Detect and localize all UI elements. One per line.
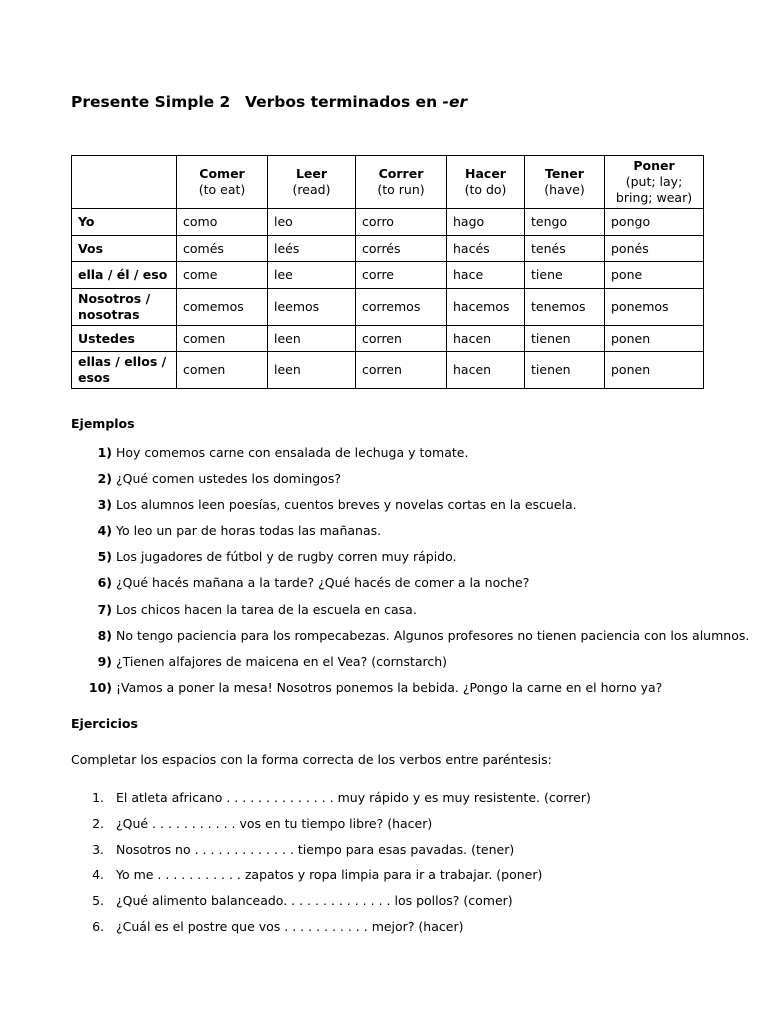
table-cell: tengo (525, 209, 605, 236)
table-header-cell: Hacer (to do) (447, 156, 525, 209)
table-header-row (72, 156, 704, 209)
table-cell: hacen (447, 352, 525, 389)
exercises-instruction: Completar los espacios con la forma correcta de los verbos entre paréntesis: (71, 752, 552, 767)
table-cell: comemos (177, 289, 268, 326)
item-number: 5. (92, 893, 104, 909)
table-cell: corrés (356, 236, 447, 262)
item-text: Yo me . . . . . . . . . . . zapatos y ropa limpia para ir a trabajar. (poner) (116, 867, 543, 883)
item-text: ¿Qué hacés mañana a la tarde? ¿Qué hacés de comer a la noche? (116, 575, 530, 591)
table-row (72, 236, 704, 262)
item-number: 2) (97, 471, 112, 487)
exercises-heading: Ejercicios (71, 716, 138, 731)
item-text: El atleta africano . . . . . . . . . . . . . . muy rápido y es muy resistente. (correr) (116, 790, 591, 805)
item-number: 4) (97, 523, 112, 539)
table-cell: hago (447, 209, 525, 236)
table-cell: come (177, 262, 268, 289)
item-text: ¿Qué comen ustedes los domingos? (116, 471, 341, 487)
table-cell: ponen (605, 326, 704, 352)
table-cell: hacen (447, 326, 525, 352)
item-text: ¿Qué alimento balanceado. . . . . . . . . . . . . . los pollos? (comer) (116, 893, 513, 909)
item-number: 7) (97, 601, 112, 617)
table-cell: pongo (605, 209, 704, 236)
table-cell: corren (356, 326, 447, 352)
row-subject: Vos (72, 236, 177, 262)
item-number: 9) (97, 653, 112, 669)
table-cell: ponemos (605, 289, 704, 326)
table-cell: tenemos (525, 289, 605, 326)
table-cell: leen (268, 326, 356, 352)
row-subject: ellas / ellos / esos (72, 352, 177, 389)
title-main: Presente Simple 2 (71, 93, 231, 111)
table-cell: hacemos (447, 289, 525, 326)
table-header-cell: Leer (read) (268, 156, 356, 209)
item-text: No tengo paciencia para los rompecabezas. Algunos profesores no tienen paciencia con los alumnos. (116, 627, 750, 643)
row-subject: Nosotros / nosotras (72, 289, 177, 326)
row-subject: ella / él / eso (72, 262, 177, 289)
table-header-cell: Poner (put; lay; bring; wear) (605, 156, 704, 209)
table-cell: pone (605, 262, 704, 289)
item-text: ¿Cuál es el postre que vos . . . . . . . . . . . mejor? (hacer) (116, 918, 464, 934)
table-row (72, 262, 704, 289)
item-text: ¡Vamos a poner la mesa! Nosotros ponemos la bebida. ¿Pongo la carne en el horno ya? (116, 679, 663, 695)
item-number: 5) (97, 549, 112, 565)
item-text: ¿Qué . . . . . . . . . . . vos en tu tiempo libre? (hacer) (116, 815, 433, 831)
table-header-cell: Comer (to eat) (177, 156, 268, 209)
item-text: ¿Tienen alfajores de maicena en el Vea? (cornstarch) (116, 653, 448, 669)
table-cell: corren (356, 352, 447, 389)
table-cell: leemos (268, 289, 356, 326)
item-number: 8) (97, 627, 112, 643)
item-number: 1. (92, 790, 104, 805)
table-corner-cell (72, 156, 177, 209)
item-number: 6) (97, 575, 112, 591)
table-cell: ponés (605, 236, 704, 262)
item-number: 6. (92, 918, 104, 934)
title-subtitle: Verbos terminados en -er (245, 93, 468, 111)
item-text: Los chicos hacen la tarea de la escuela en casa. (116, 601, 417, 617)
table-cell: leen (268, 352, 356, 389)
table-cell: como (177, 209, 268, 236)
item-text: Los jugadores de fútbol y de rugby corren muy rápido. (116, 549, 457, 565)
table-row (72, 352, 704, 389)
table-cell: leés (268, 236, 356, 262)
table-cell: tenés (525, 236, 605, 262)
table-header-cell: Tener (have) (525, 156, 605, 209)
row-subject: Yo (72, 209, 177, 236)
table-cell: tiene (525, 262, 605, 289)
table-cell: comés (177, 236, 268, 262)
item-number: 2. (92, 815, 104, 831)
table-cell: lee (268, 262, 356, 289)
examples-heading: Ejemplos (71, 416, 135, 431)
conjugation-table (71, 155, 704, 389)
table-cell: tienen (525, 352, 605, 389)
item-number: 10) (88, 679, 112, 695)
table-row (72, 326, 704, 352)
table-cell: hacés (447, 236, 525, 262)
table-cell: ponen (605, 352, 704, 389)
table-header-cell: Correr (to run) (356, 156, 447, 209)
page-title (71, 93, 468, 111)
table-cell: corro (356, 209, 447, 236)
item-text: Yo leo un par de horas todas las mañanas. (116, 523, 382, 539)
item-number: 3) (97, 497, 112, 513)
item-number: 1) (97, 445, 112, 460)
item-number: 3. (92, 841, 104, 857)
item-text: Los alumnos leen poesías, cuentos breves y novelas cortas en la escuela. (116, 497, 577, 513)
item-text: Nosotros no . . . . . . . . . . . . . tiempo para esas pavadas. (tener) (116, 841, 515, 857)
table-row (72, 209, 704, 236)
table-cell: comen (177, 352, 268, 389)
table-cell: corre (356, 262, 447, 289)
row-subject: Ustedes (72, 326, 177, 352)
table-row (72, 289, 704, 326)
item-number: 4. (92, 867, 104, 883)
table-cell: leo (268, 209, 356, 236)
table-cell: tienen (525, 326, 605, 352)
table-cell: hace (447, 262, 525, 289)
item-text: Hoy comemos carne con ensalada de lechuga y tomate. (116, 445, 469, 460)
table-cell: comen (177, 326, 268, 352)
table-cell: corremos (356, 289, 447, 326)
